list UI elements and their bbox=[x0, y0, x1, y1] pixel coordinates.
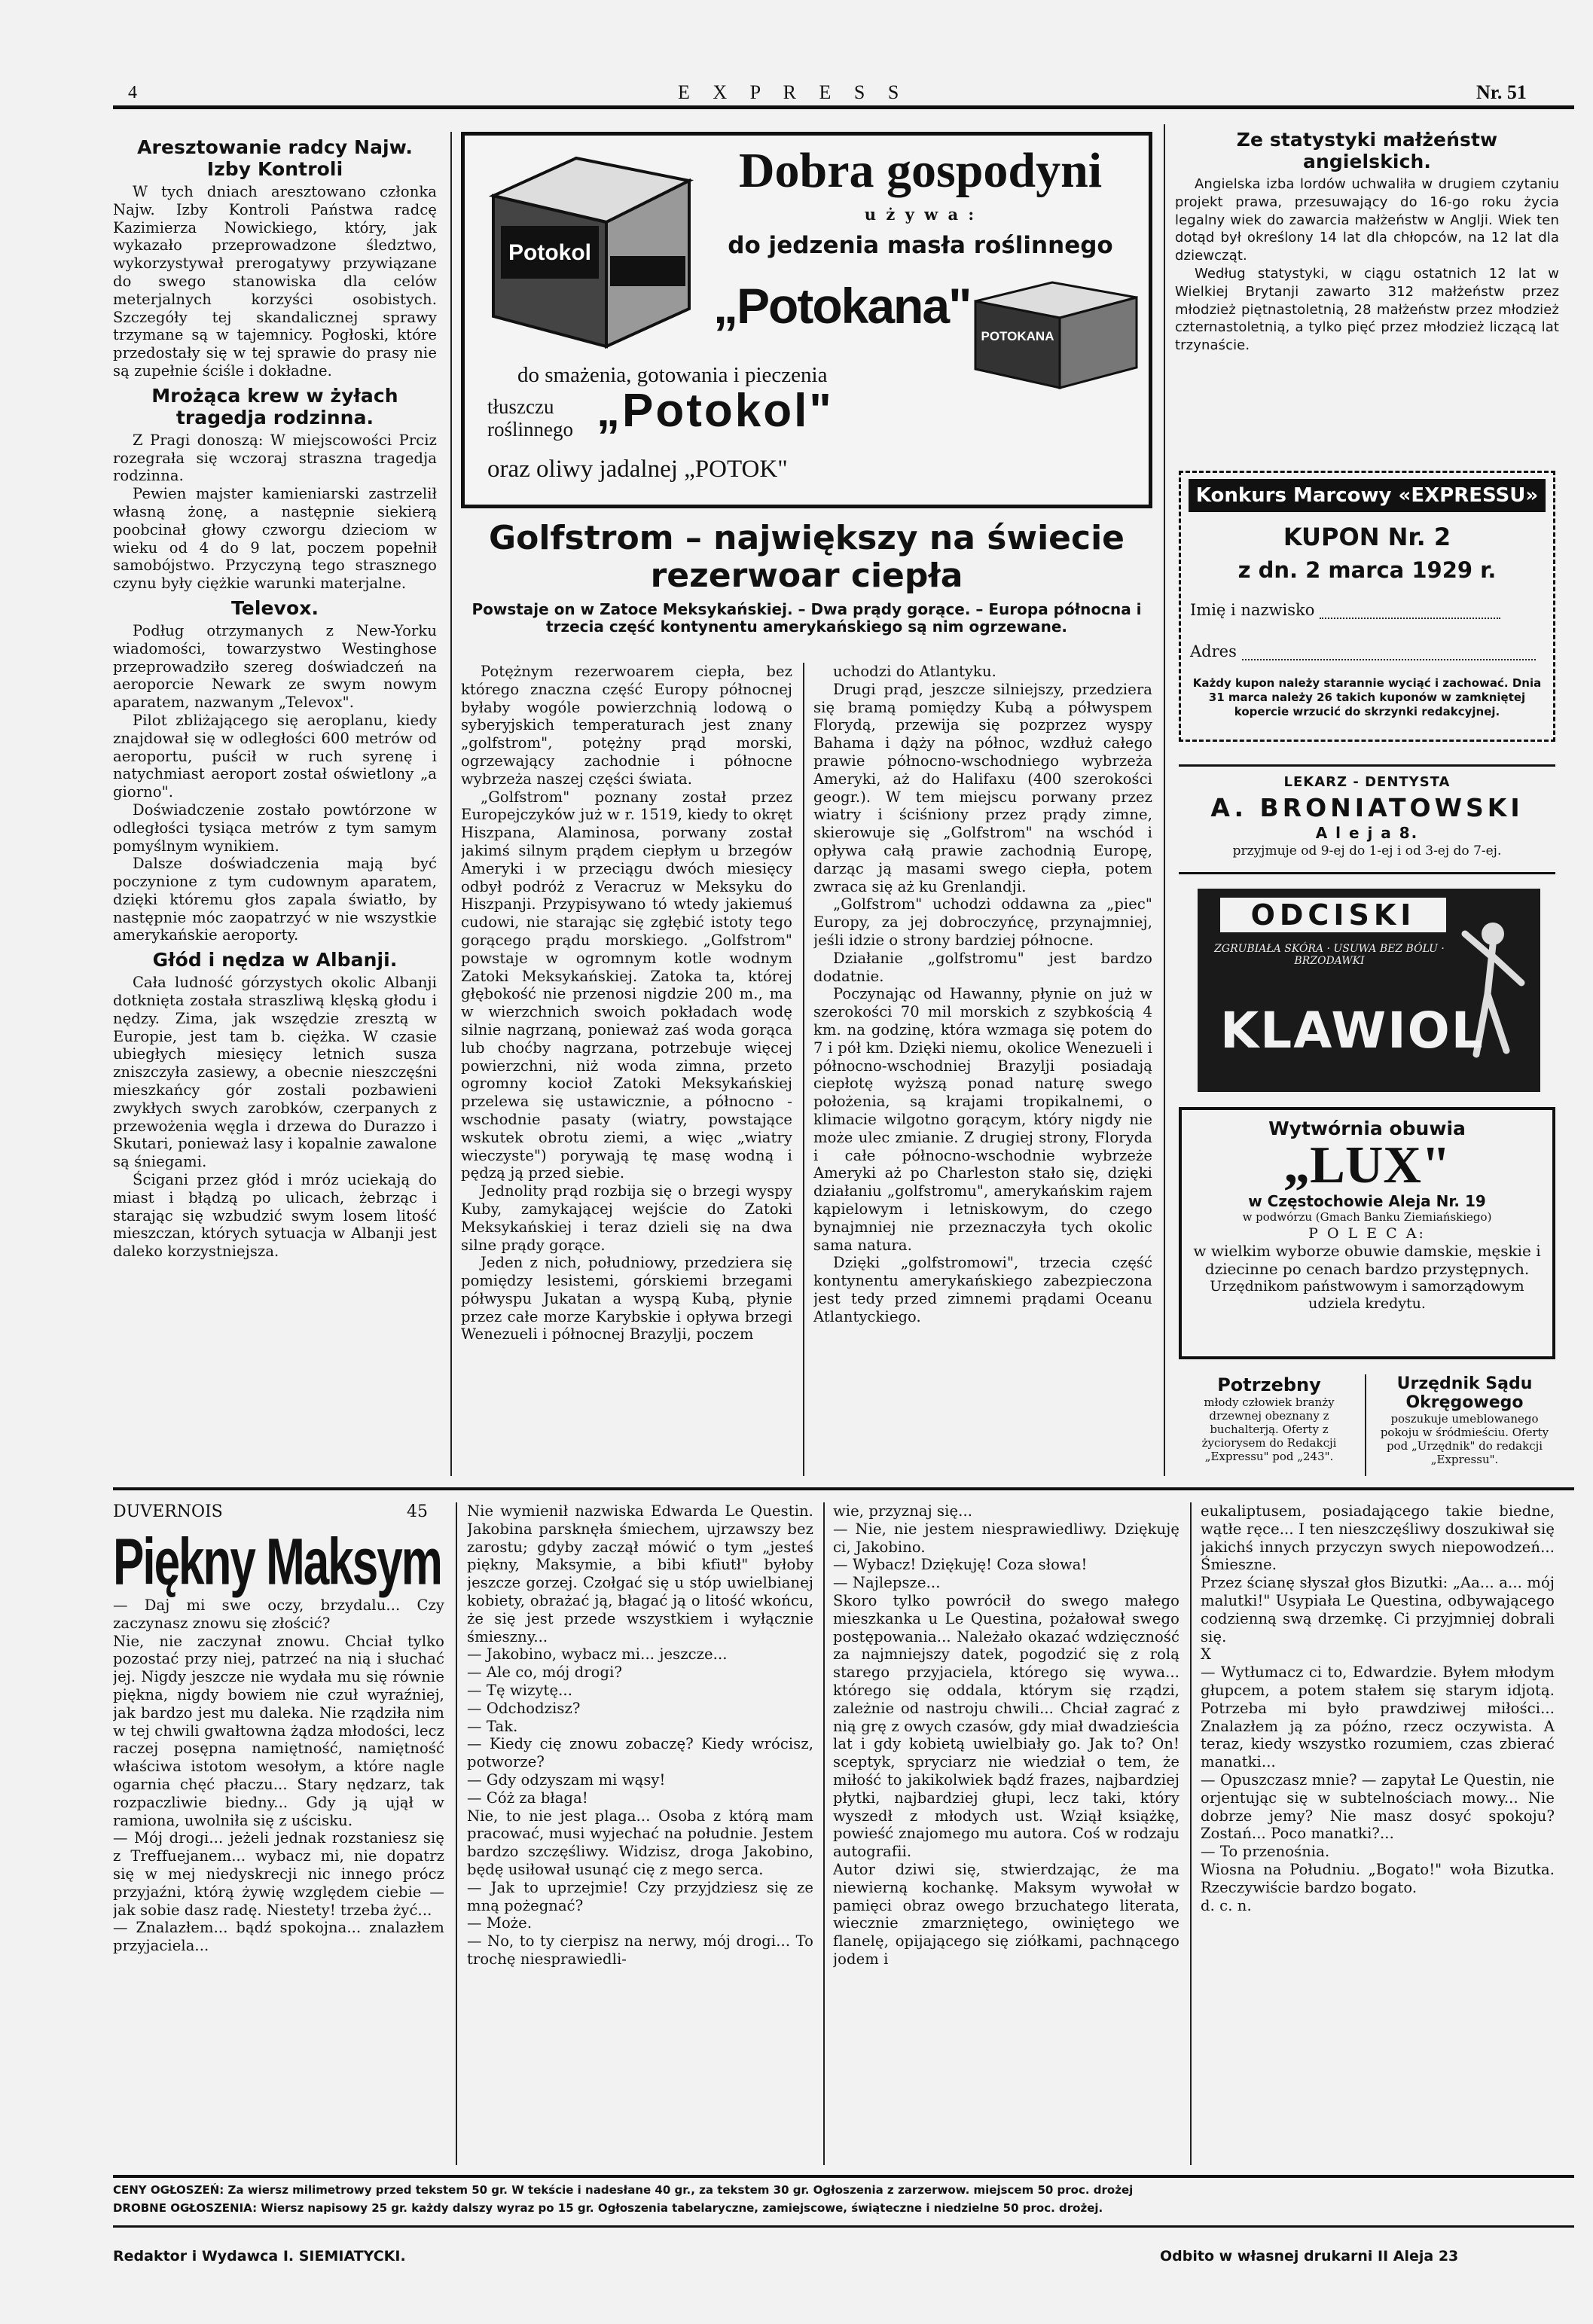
ad-line-2: do smażenia, gotowania i pieczenia bbox=[517, 363, 828, 387]
novel-part: 45 bbox=[407, 1502, 428, 1521]
potrzebny-title: Potrzebny bbox=[1217, 1374, 1321, 1395]
statystyka-article bbox=[1175, 124, 1559, 441]
statystyka-paragraph: Angielska izba lordów uchwaliła w drugiem czytaniu projekt prawa, przesuwający do 16-go roku życia legalny wiek do zawarcia małżeństw w Anglji. Wiek ten dotąd był określony 14 lat dla chłopców, na 12 lat dla dziewcząt. bbox=[1175, 176, 1559, 264]
article-body-televox-2: Pilot zbliżającego się aeroplanu, kiedy znajdował się w odległości 600 metrów od aeroportu, puścił w ruch syrenę i natychmiast aeroport został oświetlony „a giorno". bbox=[113, 711, 437, 801]
coupon-address-field[interactable] bbox=[1242, 645, 1536, 660]
novel-column-3: wie, przyznaj się... — Nie, nie jestem niesprawiedliwy. Dziękuję ci, Jakobino. — Wybacz! Dziękuję! Coza słowa! — Najlepsze... Skoro tylko powrócił do swego małego mieszkanka u Le Questina, pożałował swego postępowania... Należało okazać wdzięczność za najmniejszy datek, pogodzić się z rolą starego przyjaciela, którego się wywa... którego się oddala, którym się rządzi, zależnie od nastroju chwili... Chciał zagrać z nią grę z owych czasów, gdy miał dwadzieścia lat i gdy kobietą uwielbiały go. Jak to? On! sceptyk, spryciarz nie wiedział o tem, że miłość to jakikolwiek bądź frazes, najbardziej płytki, najbardziej głupi, lecz taki, który wyszedł z młodych ust. Wziął książkę, powieść znajomego mu autora. Coś w rodzaju autografii. Autor dziwi się, stwierdzając, że ma niewierną kochankę. Maksym wywołał w pamięci obraz owego brzuchatego literata, wiecznie zmarzniętego, owiniętego we flanelę, opijającego się ziółkami, pachnącego jodem i bbox=[833, 1502, 1179, 1968]
can-label: Potokol bbox=[508, 240, 591, 265]
box-label: POTOKANA bbox=[981, 329, 1054, 343]
small-ad-prices: DROBNE OGŁOSZENIA: Wiersz napisowy 25 gr. każdy dalszy wyraz po 15 gr. Ogłoszenia tabelaryczne, zamiejscowe, świąteczne i niedzielne 50 proc. drożej. bbox=[113, 2201, 1103, 2215]
article-title-albanja: Głód i nędza w Albanji. bbox=[152, 949, 398, 971]
ad-brand-potokana: „Potokana" bbox=[713, 278, 971, 334]
dentist-name: A. BRONIATOWSKI bbox=[1210, 793, 1524, 822]
lux-body: w wielkim wyborze obuwie damskie, męskie i dziecinne po cenach bardzo przystępnych. bbox=[1193, 1242, 1541, 1278]
column-divider bbox=[1365, 1374, 1366, 1476]
article-title-televox: Televox. bbox=[230, 596, 319, 619]
header-rule bbox=[113, 105, 1574, 109]
dentist-address: A l e j a 8. bbox=[1315, 824, 1419, 842]
masthead: E X P R E S S bbox=[678, 81, 908, 103]
klawiol-brand: KLAWIOL bbox=[1220, 1002, 1485, 1060]
urzednik-body: poszukuje umeblowanego pokoju w śródmieściu. Oferty pod „Urzędnik" do redakcji „Expressu". bbox=[1380, 1412, 1549, 1466]
ad-line-1: do jedzenia masła roślinnego bbox=[728, 232, 1113, 259]
lux-title-top: Wytwórnia obuwia bbox=[1268, 1118, 1466, 1139]
golfstrom-paragraph: „Golfstrom" uchodzi oddawna za „piec" Europy, za jej dobroczyńcę, przynajmniej, jeśli idzie o strony bardziej północne. bbox=[813, 895, 1152, 949]
lux-advertisement bbox=[1179, 1107, 1555, 1359]
novel-author: DUVERNOIS bbox=[113, 1502, 223, 1521]
article-body-izba: W tych dniach aresztowano członka Najw. Izby Kontroli Państwa radcę Kazimierza Nowickiego, który, jak wykazało przeprowadzone śledztwo, wykorzystywał prerogatywy przywiązane do swego stanowiska dla celów meterjalnych korzyści osobistych. Szczegóły tej skandalicznej sprawy trzymane są w tajemnicy. Pogłoski, które przedostały się w tej sprawie do prasy nie są zupełnie ściśle i dokładne. bbox=[113, 183, 437, 380]
ad-title: Dobra gospodyni bbox=[738, 143, 1103, 198]
lux-credit: Urzędnikom państwowym i samorządowym udziela kredytu. bbox=[1210, 1278, 1524, 1312]
column-divider bbox=[450, 132, 452, 1476]
klawiol-headline: ODCISKI bbox=[1220, 898, 1446, 932]
potokol-advertisement bbox=[461, 132, 1152, 508]
column-divider bbox=[1164, 124, 1165, 1476]
golfstrom-paragraph: Poczynając od Hawanny, płynie on już w szerokości 70 mil morskich z szybkością 4 km. na godzinę, która wzmaga się potem do 7 i pół km. Dzięki niemu, okolice Wenezueli i północno-wschodniej Brazylji posiadają ciepłotę wyższą ponad naturę swego położenia, są krajami tropikalnemi, o klimacie wilgotno gorącym, który nigdy nie może ulec zmianie. Z drugiej strony, Floryda i całe północno-wschodnie wybrzeże Ameryki aż po Charleston stało się, dzięki działaniu „golfstromu", amerykańskim rajem kąpielowym i letniskowym, do czego bynajmniej nie przeznaczyła tych okolic sama natura. bbox=[813, 985, 1152, 1254]
potokana-box-illustration bbox=[969, 279, 1143, 392]
column-divider bbox=[823, 1502, 825, 2165]
coupon-date: z dn. 2 marca 1929 r. bbox=[1237, 557, 1497, 583]
dentist-hours: przyjmuje od 9-ej do 1-ej i od 3-ej do 7-ej. bbox=[1232, 843, 1502, 859]
page-number: 4 bbox=[128, 83, 137, 102]
golfstrom-column-1 bbox=[461, 663, 792, 1476]
footer-rule bbox=[113, 2175, 1574, 2178]
coupon-banner: Konkurs Marcowy «EXPRESSU» bbox=[1189, 479, 1546, 512]
potrzebny-body: młody człowiek branży drzewnej obeznany z buchalterją. Oferty z życiorysem do Redakcji „Expressu" pod „243". bbox=[1201, 1395, 1337, 1463]
golfstrom-paragraph: uchodzi do Atlantyku. bbox=[833, 663, 996, 680]
column-divider bbox=[803, 663, 804, 1476]
article-body-albanja-1: Cała ludność górzystych okolic Albanji dotknięta została straszliwą klęską głodu i nędzy. Zima, jak wszędzie zresztą w Europie, jest tam b. ciężka. W czasie ubiegłych miesięcy letnich susza zniszczyła zasiewy, a obecnie nieszczęśni mieszkańcy gór zostali pozbawieni zwykłych swych zarobków, czerpanych z przewożenia węgla i drzewa do Durazzo i Skutari, ponieważ lasy i kopalnie zawalone są śniegami. bbox=[113, 974, 437, 1171]
golfstrom-paragraph: Jeden z nich, południowy, przedziera się pomiędzy lesistemi, górskiemi brzegami półwyspu Jukatan a wyspą Kubą, płynie przez całe morze Karybskie i opływa brzegi Wenezueli i północnej Brazylji, poczem bbox=[461, 1254, 792, 1343]
golfstrom-paragraph: „Golfstrom" poznany został przez Europejczyków już w r. 1519, kiedy to okręt Hiszpana, Alaminosa, porwany został jakimś silnym prądem ciepłym u brzegów Ameryki i w przeciągu dwóch miesięcy odbył podróż z Veracruz w Meksyku do Hiszpanji. Przypisywano tó wtedy jakiemuś cudowi, nie starając się zgłębić istoty tego gorącego prądu morskiego. „Golfstrom" powstaje w ogromnym kotle wodnym Zatoki Meksykańskiej. Zatoka ta, której głębokość nie przenosi nigdzie 200 m., ma w wierzchnich swoich pokładach wodę silnie nagrzaną, ponieważ zaś woda gorąca lub choćby nagrzana, potrzebuje więcej powierzchni, niż woda zimna, przeto ogromny kocioł Zatoki Meksykańskiej przelewa się ustawicznie, a północno - wschodnie pasaty (wiatry, powstające wskutek obrotu ziemi, a więc „wiatry wieczyste") porywają tę masę wodną i pędzą ją przed siebie. bbox=[461, 788, 792, 1182]
potrzebny-advertisement bbox=[1179, 1374, 1360, 1463]
article-subtitle-golfstrom: Powstaje on w Zatoce Meksykańskiej. – Dwa prądy gorące. – Europa północna i trzecia część kontynentu amerykańskiego są nim ogrzewane. bbox=[471, 600, 1142, 636]
coupon-name-field[interactable] bbox=[1320, 604, 1500, 619]
potokol-can-illustration bbox=[486, 151, 697, 354]
golfstrom-paragraph: Działanie „golfstromu" jest bardzo dodatnie. bbox=[813, 949, 1152, 985]
article-body-tragedja-1: Z Pragi donoszą: W miejscowości Prciz rozegrała się wczoraj straszna tragedja rodzinna. bbox=[113, 431, 437, 485]
novel-column-4: eukaliptusem, posiadającego takie biedne, wątłe ręce... I ten nieszczęśliwy doszukiwał się jakichś innych przyczyn swych niepowodzeń... Śmieszne. Przez ścianę słyszał głos Bizutki: „Aa... a... mój malutki!" Usypiała Le Questina, odbywającego codzienną swą drzemkę. Ci przyjmniej dobrali się. X — Wytłumacz ci to, Edwardzie. Byłem młodym głupcem, a potem stałem się starym idjotą. Potrzeba mi było prawdziwej miłości... Znalazłem ją za późno, rzecz oczywista. A teraz, kiedy wszystko rozumiem, czas zbierać manatki... — Opuszczasz mnie? — zapytał Le Questin, nie orjentując się w subtelnościach mowy... Nie dobrze jemy? Nie masz dosyć spokoju? Zostań... Poco manatki?... — To przenośnia. Wiosna na Południu. „Bogato!" woła Bizutka. Rzeczywiście bardzo bogato. d. c. n. bbox=[1201, 1502, 1555, 1914]
ad-potokol: „Potokol" bbox=[597, 385, 834, 437]
novel-column-2: Nie wymienił nazwiska Edwarda Le Questin. Jakobina parsknęła śmiechem, ujrzawszy bez zarostu; gdyby zaczął mówić o tym „jesteś piękny, Maksymie, a bibi kfiutł" byłoby jeszcze gorzej. Czołgać się u stóp uwielbianej kobiety, obrażać ją, błagać ją o litość wkońcu, że się jest przede wszystkiem i wyłącznie śmieszny... — Jakobino, wybacz mi... jeszcze... — Ale co, mój drogi? — Tę wizytę... — Odchodzisz? — Tak. — Kiedy cię znowu zobaczę? Kiedy wrócisz, potworze? — Gdy odzyszam mi wąsy! — Cóż za błaga! Nie, to nie jest plaga... Osoba z którą mam pracować, musi wyjechać na południe. Jestem bardzo szczęśliwy. Widzisz, droga Jakobino, będę usiłował usunąć cię z mego serca. — Jak to uprzejmie! Czy przyjdziesz się ze mną pożegnać? — Może. — No, to ty cierpisz na nerwy, mój drogi... To trochę niesprawiedli- bbox=[467, 1502, 813, 1968]
golfstrom-column-2 bbox=[813, 663, 1152, 1476]
article-title-statystyka: Ze statystyki małżeństw angielskich. bbox=[1236, 129, 1498, 172]
article-body-televox-1: Podług otrzymanych z New-Yorku wiadomości, towarzystwo Westinghose przeprowadziło szereg doświadczeń na aeroporcie Newark ze swym nowym aparatem, nazwanym „Televox". bbox=[113, 621, 437, 712]
coupon-note: Każdy kupon należy starannie wyciąć i zachować. Dnia 31 marca należy 26 takich kuponów w zamkniętej kopercie wrzucić do skrzynki redakcyjnej. bbox=[1192, 676, 1542, 718]
lux-address-detail: w podwórzu (Gmach Banku Ziemiańskiego) bbox=[1242, 1210, 1492, 1224]
dentist-advertisement bbox=[1179, 764, 1555, 874]
lux-poleca: P O L E C A: bbox=[1308, 1225, 1426, 1242]
article-title-tragedja: Mrożąca krew w żyłach tragedja rodzinna. bbox=[151, 384, 398, 429]
urzednik-advertisement bbox=[1372, 1374, 1557, 1466]
coupon-address-label: Adres bbox=[1190, 642, 1536, 660]
urzednik-title: Urzędnik Sądu Okręgowego bbox=[1396, 1374, 1533, 1412]
column-divider bbox=[456, 1502, 457, 2165]
ad-line-3: oraz oliwy jadalnej „POTOK" bbox=[487, 456, 788, 483]
lux-address: w Częstochowie Aleja Nr. 19 bbox=[1248, 1192, 1486, 1210]
klawiol-subline: ZGRUBIAŁA SKÓRA · USUWA BEZ BÓLU · BRZODAWKI bbox=[1214, 943, 1445, 967]
coupon-name-label: Imię i nazwisko bbox=[1190, 601, 1500, 619]
novel-column-1: — Daj mi swe oczy, brzydalu... Czy zaczynasz znowu się złościć? Nie, nie zaczynał znowu. Chciał tylko pozostać przy niej, patrzeć na nią i słuchać jej. Nigdy jeszcze nie wydała mu się równie piękna, nigdy bowiem nie czuł wyraźniej, jak bardzo jest mu daleka. Nie rządziła nim w tej chwili gwałtowna żądza młodości, lecz raczej posępna namiętność, namiętność właściwa istotom wesołym, a które nagle ogarnia chęć płaczu... Stary nędzarz, tak rozpaczliwie biedny... Gdy ją ujął w ramiona, uwolniła się z uścisku. — Mój drogi... jeżeli jednak rozstaniesz się z Treffuejanem... wybacz mi, nie dopatrz się w mej niedyskrecji nic innego prócz przyjaźni, którą żywię względem ciebie — jak sobie dasz radę. Niestety! trzeba żyć... — Znalazłem... bądź spokojna... znalazłem przyjaciela... bbox=[113, 1597, 444, 1955]
issue-number: Nr. 51 bbox=[1476, 81, 1527, 103]
ad-prices: CENY OGŁOSZEŃ: Za wiersz milimetrowy przed tekstem 50 gr. W tekście i nadesłane 40 gr., za tekstem 30 gr. Ogłoszenia z zarzerwow. miejscem 50 proc. drożej bbox=[113, 2183, 1134, 2197]
column-divider bbox=[1190, 1502, 1192, 2165]
golfstrom-paragraph: Jednolity prąd rozbija się o brzegi wyspy Kuby, zamykającej wejście do Zatoki Meksykańskiej i teraz dzieli się na dwa silne prądy gorące. bbox=[461, 1182, 792, 1254]
golfstrom-paragraph: Dzięki „golfstromowi", trzecia część kontynentu amerykańskiego zabezpieczona jest tedy przed zimnemi prądami Oceanu Atlantyckiego. bbox=[813, 1254, 1152, 1325]
lux-brand: „LUX" bbox=[1283, 1136, 1451, 1194]
golfstrom-paragraph: Potężnym rezerwoarem ciepła, bez którego znaczna część Europy północnej byłaby wogóle powierzchnią lodową o syberyjskich temperaturach jest znany „golfstrom", potężny prąd morski, ogrzewający zachodnie i północne wybrzeża naszej części świata. bbox=[461, 663, 792, 788]
left-column bbox=[113, 132, 437, 1476]
novel-title: Piękny Maksym bbox=[113, 1526, 441, 1599]
coupon-number: KUPON Nr. 2 bbox=[1283, 523, 1451, 551]
article-body-tragedja-2: Pewien majster kamieniarski zastrzelił własną żonę, a następnie siekierą poobcinał głowy czworgu dzieciom w wieku od 4 do 9 lat, poczem popełnił samobójstwo. Przyczyną tego strasznego czynu były ciężkie warunki materjalne. bbox=[113, 485, 437, 593]
section-rule bbox=[113, 1487, 1574, 1490]
konkurs-coupon[interactable] bbox=[1179, 471, 1555, 742]
footer-rule bbox=[113, 2225, 1574, 2228]
statystyka-paragraph: Według statystyki, w ciągu ostatnich 12 lat w Wielkiej Brytanji zawarto 312 małżeństw przez młodzież piętnastoletnią, 28 małżeństw przez młodzież czternastoletnią, a tylko pięć przez młodzież liczącą lat trzynaście. bbox=[1175, 265, 1559, 354]
article-title-golfstrom: Golfstrom – największy na świecie rezerwoar ciepła bbox=[488, 519, 1125, 595]
ad-uzywa: u ż y w a : bbox=[864, 205, 977, 224]
article-title-izba: Aresztowanie radcy Najw. Izby Kontroli bbox=[137, 136, 413, 180]
article-body-televox-4: Dalsze doświadczenia mają być poczynione z tym cudownym aparatem, dzięki któremu głos zapala światło, by następnie móc zaopatrzyć w nie wszystkie amerykańskie aeroporty. bbox=[113, 855, 437, 944]
article-body-albanja-2: Ścigani przez głód i mróz uciekają do miast i błądzą po ulicach, żebrząc i starając się wzbudzić swym losem litość mieszczan, których sytuacja w Albanji jest daleko korzystniejsza. bbox=[113, 1171, 437, 1261]
ad-tluszczu: tłuszczu roślinnego bbox=[487, 395, 573, 441]
editor-credit: Redaktor i Wydawca I. SIEMIATYCKI. bbox=[113, 2248, 406, 2265]
klawiol-advertisement bbox=[1198, 889, 1540, 1092]
golfstrom-paragraph: Drugi prąd, jeszcze silniejszy, przedziera się bramą pomiędzy Kubą a półwyspem Florydą, przewija się pozprzez wyspy Bahama i dąży na północ, wzdłuż całego prawie północno-wschodniego wybrzeża Ameryki, aż do Halifaxu (400 szerokości geogr.). W tem miejscu porwany przez wiatry i ściśniony przez prądy zimne, skierowuje się „Golfstrom" na wschód i opływa całą prawie zachodnią Europę, darząc ją masami swego ciepła, potem zwraca się aż ku Grenlandji. bbox=[813, 680, 1152, 895]
article-body-televox-3: Doświadczenie zostało powtórzone w odległości tysiąca metrów z tym samym pomyślnym wynikiem. bbox=[113, 801, 437, 855]
dentist-title: LEKARZ - DENTYSTA bbox=[1283, 774, 1451, 790]
printer-credit: Odbito w własnej drukarni II Aleja 23 bbox=[1160, 2248, 1459, 2265]
